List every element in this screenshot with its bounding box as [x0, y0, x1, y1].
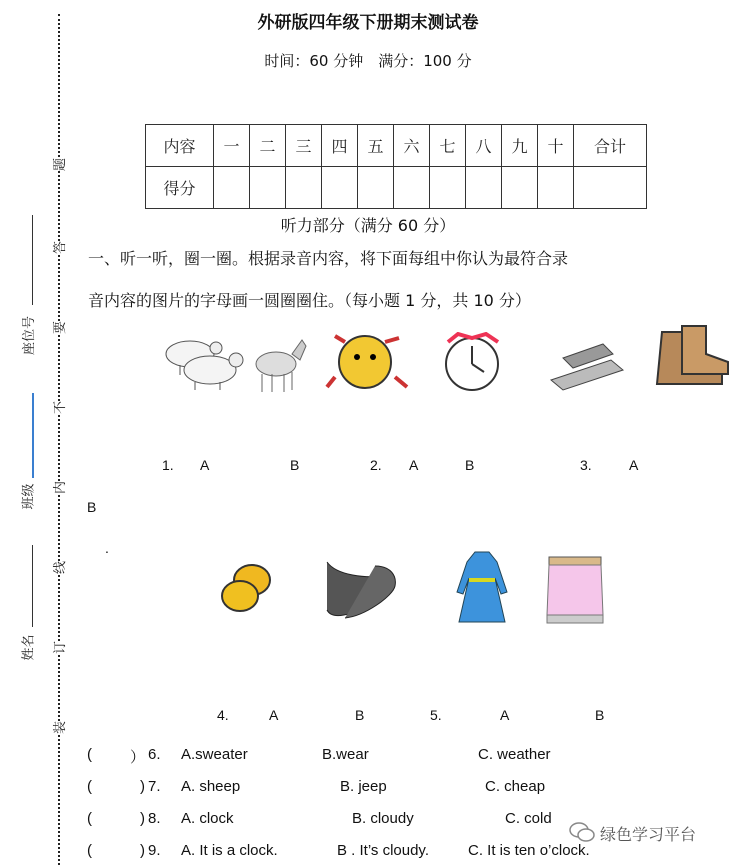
- sheep-image: [160, 332, 245, 392]
- eggplants-image: [325, 558, 400, 620]
- option-c: C. cold: [505, 810, 552, 827]
- score-table: [145, 124, 647, 209]
- header-cell: 五: [358, 125, 394, 167]
- table-header-row: [146, 125, 647, 167]
- q3-number: 3.: [580, 457, 592, 473]
- binding-char: 不: [49, 401, 68, 414]
- answer-bracket-close: ): [140, 842, 145, 859]
- option-c: C. weather: [478, 746, 551, 763]
- binding-dotted-line: [58, 14, 60, 865]
- exam-title: 外研版四年级下册期末测试卷: [257, 13, 479, 33]
- binding-char: 装: [49, 721, 68, 734]
- option-c: C. cheap: [485, 778, 546, 795]
- score-cell[interactable]: [358, 167, 394, 209]
- instruction-line-1: 一、听一听，圈一圈。根据录音内容，将下面每组中你认为最符合录: [88, 249, 569, 268]
- score-cell[interactable]: [502, 167, 538, 209]
- seat-label: 座位号: [22, 315, 38, 356]
- goat-image: [252, 332, 310, 396]
- q5-option-b[interactable]: B: [595, 707, 605, 723]
- question-number: 7.: [148, 778, 161, 795]
- class-label: 班级: [21, 483, 37, 510]
- score-cell[interactable]: [466, 167, 502, 209]
- q2-number: 2.: [370, 457, 382, 473]
- q4-option-b[interactable]: B: [355, 707, 365, 723]
- q5-number: 5.: [430, 707, 442, 723]
- option-b: B . It’s cloudy.: [337, 842, 429, 859]
- answer-bracket-open[interactable]: (: [87, 810, 92, 827]
- answer-bracket-close: ): [140, 810, 145, 827]
- option-b: B. jeep: [340, 778, 387, 795]
- class-underline: [32, 393, 34, 478]
- score-cell[interactable]: [574, 167, 647, 209]
- answer-bracket-open[interactable]: (: [87, 842, 92, 859]
- answer-bracket-close: ）: [130, 749, 146, 766]
- sandals-image: [543, 330, 628, 396]
- q4-option-a[interactable]: A: [269, 707, 279, 723]
- binding-char: 要: [49, 321, 68, 334]
- answer-bracket-open[interactable]: (: [87, 746, 92, 763]
- row-label: 得分: [146, 167, 214, 209]
- section-heading: 听力部分（满分 60 分）: [280, 216, 456, 235]
- score-cell[interactable]: [430, 167, 466, 209]
- score-cell[interactable]: [214, 167, 250, 209]
- boots-image: [652, 322, 732, 392]
- header-cell: 七: [430, 125, 466, 167]
- clock-character-image: [430, 332, 515, 392]
- q1-number: 1.: [162, 457, 174, 473]
- q2-option-b[interactable]: B: [465, 457, 475, 473]
- name-underline: [32, 545, 33, 627]
- option-b: B. cloudy: [352, 810, 414, 827]
- binding-char: 订: [49, 641, 68, 654]
- header-cell: 三: [286, 125, 322, 167]
- skirt-image: [545, 553, 607, 625]
- header-cell: 内容: [146, 125, 214, 167]
- question-number: 6.: [148, 746, 161, 763]
- header-cell: 八: [466, 125, 502, 167]
- q5-option-a[interactable]: A: [500, 707, 510, 723]
- option-a: A. clock: [181, 810, 234, 827]
- score-cell[interactable]: [394, 167, 430, 209]
- header-cell: 二: [250, 125, 286, 167]
- header-cell: 一: [214, 125, 250, 167]
- header-cell: 九: [502, 125, 538, 167]
- binding-char: 内: [49, 481, 68, 494]
- q3-option-a[interactable]: A: [629, 457, 639, 473]
- wechat-icon: [568, 820, 596, 844]
- option-a: A. It is a clock.: [181, 842, 278, 859]
- dress-image: [455, 548, 510, 624]
- header-cell: 十: [538, 125, 574, 167]
- question-number: 8.: [148, 810, 161, 827]
- q2-option-a[interactable]: A: [409, 457, 419, 473]
- option-c: C. It is ten o’clock.: [468, 842, 590, 859]
- score-cell[interactable]: [250, 167, 286, 209]
- watermark: 绿色学习平台: [600, 825, 697, 844]
- instruction-line-2: 音内容的图片的字母画一圆圈圈住。（每小题 1 分，共 10 分）: [88, 291, 531, 310]
- binding-char: 线: [49, 561, 68, 574]
- score-cell[interactable]: [538, 167, 574, 209]
- q1-option-b[interactable]: B: [290, 457, 300, 473]
- score-cell[interactable]: [322, 167, 358, 209]
- q1-option-a[interactable]: A: [200, 457, 210, 473]
- score-cell[interactable]: [286, 167, 322, 209]
- answer-bracket-close: ): [140, 778, 145, 795]
- option-a: A. sheep: [181, 778, 241, 795]
- binding-char: 题: [49, 158, 68, 171]
- exam-subtitle: 时间：60 分钟 满分：100 分: [264, 52, 472, 70]
- header-cell: 合计: [574, 125, 647, 167]
- question-number: 9.: [148, 842, 161, 859]
- score-row: [146, 167, 647, 209]
- binding-char: 答: [49, 241, 68, 254]
- q4-number: 4.: [217, 707, 229, 723]
- potatoes-image: [218, 560, 274, 616]
- option-a: A.sweater: [181, 746, 248, 763]
- header-cell: 四: [322, 125, 358, 167]
- name-label: 姓名: [21, 634, 37, 661]
- option-b: B.wear: [322, 746, 369, 763]
- stray-dot: .: [105, 540, 109, 556]
- orange-character-image: [325, 332, 410, 394]
- answer-bracket-open[interactable]: (: [87, 778, 92, 795]
- header-cell: 六: [394, 125, 430, 167]
- q3-option-b[interactable]: B: [87, 499, 97, 515]
